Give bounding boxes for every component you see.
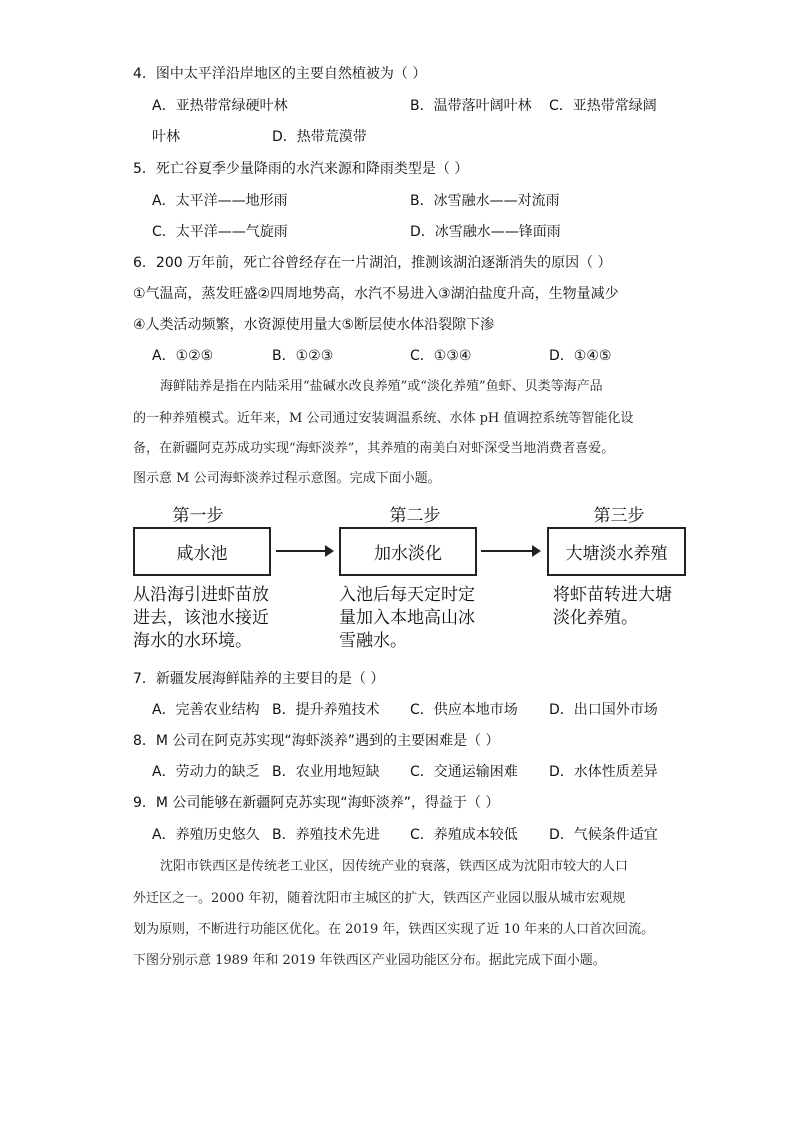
step-2-description: [339, 584, 475, 653]
step-1-box-label: 咸水池: [176, 544, 228, 564]
passage-2-line-1: 沈阳市铁西区是传统老工业区，因传统产业的衰落，铁西区成为沈阳市较大的人口: [160, 859, 629, 874]
step-2-title: 第二步: [389, 506, 441, 526]
passage-1-line-2: 的一种养殖模式。近年来，M 公司通过安装调温系统、水体 pH 值调控系统等智能化设: [133, 411, 634, 426]
step-3-title: 第三步: [593, 506, 645, 526]
question-6-stem: 6．200 万年前，死亡谷曾经存在一片湖泊，推测该湖泊逐渐消失的原因（ ）: [133, 255, 612, 271]
question-5-option-d: D．冰雪融水——锋面雨: [410, 224, 561, 240]
question-8-option-a: A．劳动力的缺乏: [152, 764, 260, 780]
question-8-stem: 8．M 公司在阿克苏实现“海虾淡养”遇到的主要困难是（ ）: [133, 733, 500, 749]
step-3-description: [553, 584, 672, 630]
step-1-box: [133, 527, 271, 576]
passage-2-line-3: 划为原则，不断进行功能区优化。在 2019 年，铁西区实现了近 10 年来的人口首次回流。: [133, 922, 655, 937]
question-4-option-a: A．亚热带常绿硬叶林: [152, 98, 288, 114]
passage-1-line-3: 备，在新疆阿克苏成功实现“海虾淡养”，其养殖的南美白对虾深受当地消费者喜爱。: [133, 441, 615, 456]
question-7-stem: 7．新疆发展海鲜陆养的主要目的是（ ）: [133, 671, 385, 687]
question-4-option-b: B．温带落叶阔叶林: [410, 98, 532, 114]
question-4-stem: 4．图中太平洋沿岸地区的主要自然植被为（ ）: [133, 66, 427, 82]
question-7-option-b: B．提升养殖技术: [272, 702, 380, 718]
passage-2-line-4: 下图分别示意 1989 年和 2019 年铁西区产业园功能区分布。据此完成下面小题。: [133, 953, 606, 968]
question-6-option-d: D．①④⑤: [549, 348, 612, 364]
question-5-option-c: C．太平洋——气旋雨: [152, 224, 288, 240]
question-8-option-b: B．农业用地短缺: [272, 764, 380, 780]
step-2-desc-line-1: 入池后每天定时定: [339, 585, 475, 605]
step-2-desc-line-3: 雪融水。: [339, 631, 407, 651]
step-2-box: [339, 527, 477, 576]
question-6-option-b: B．①②③: [272, 348, 334, 364]
question-4-option-c: C．亚热带常绿阔: [549, 98, 657, 114]
step-2-box-label: 加水淡化: [374, 544, 442, 564]
passage-1-line-1: 海鲜陆养是指在内陆采用“盐碱水改良养殖”或“淡化养殖”鱼虾、贝类等海产品: [160, 379, 603, 394]
arrow-step-1-to-2: [276, 550, 332, 552]
question-9-option-b: B．养殖技术先进: [272, 827, 380, 843]
step-1-desc-line-3: 海水的水环境。: [133, 631, 252, 651]
step-3-box: [547, 527, 686, 576]
arrow-step-2-to-3: [481, 550, 539, 552]
step-1-desc-line-2: 进去，该池水接近: [133, 608, 269, 628]
step-1-title: 第一步: [172, 506, 224, 526]
question-9-option-c: C．养殖成本较低: [410, 827, 518, 843]
question-4-option-c-cont: 叶林: [152, 129, 180, 145]
step-1-description: [133, 584, 269, 653]
question-4-option-d: D．热带荒漠带: [272, 129, 367, 145]
question-7-option-a: A．完善农业结构: [152, 702, 260, 718]
question-5-option-a: A．太平洋——地形雨: [152, 193, 288, 209]
question-6-statements-2: ④人类活动频繁，水资源使用量大⑤断层使水体沿裂隙下渗: [133, 317, 495, 333]
question-9-stem: 9．M 公司能够在新疆阿克苏实现“海虾淡养”，得益于（ ）: [133, 795, 500, 811]
question-8-option-c: C．交通运输困难: [410, 764, 518, 780]
passage-1-line-4: 图示意 M 公司海虾淡养过程示意图。完成下面小题。: [133, 471, 441, 486]
step-3-box-label: 大塘淡水养殖: [565, 544, 668, 564]
question-6-statements-1: ①气温高，蒸发旺盛②四周地势高，水汽不易进入③湖泊盐度升高，生物量减少: [133, 286, 619, 302]
question-6-option-c: C．①③④: [410, 348, 472, 364]
question-5-option-b: B．冰雪融水——对流雨: [410, 193, 560, 209]
question-7-option-d: D．出口国外市场: [549, 702, 658, 718]
question-8-option-d: D．水体性质差异: [549, 764, 658, 780]
step-3-desc-line-2: 淡化养殖。: [553, 608, 638, 628]
step-2-desc-line-2: 量加入本地高山冰: [339, 608, 475, 628]
step-3-desc-line-1: 将虾苗转进大塘: [553, 585, 672, 605]
passage-2-line-2: 外迁区之一。2000 年初，随着沈阳市主城区的扩大，铁西区产业园以服从城市宏观规: [133, 891, 626, 906]
question-9-option-a: A．养殖历史悠久: [152, 827, 260, 843]
question-7-option-c: C．供应本地市场: [410, 702, 518, 718]
question-5-stem: 5．死亡谷夏季少量降雨的水汽来源和降雨类型是（ ）: [133, 161, 469, 177]
question-6-option-a: A．①②⑤: [152, 348, 214, 364]
question-9-option-d: D．气候条件适宜: [549, 827, 658, 843]
step-1-desc-line-1: 从沿海引进虾苗放: [133, 585, 269, 605]
